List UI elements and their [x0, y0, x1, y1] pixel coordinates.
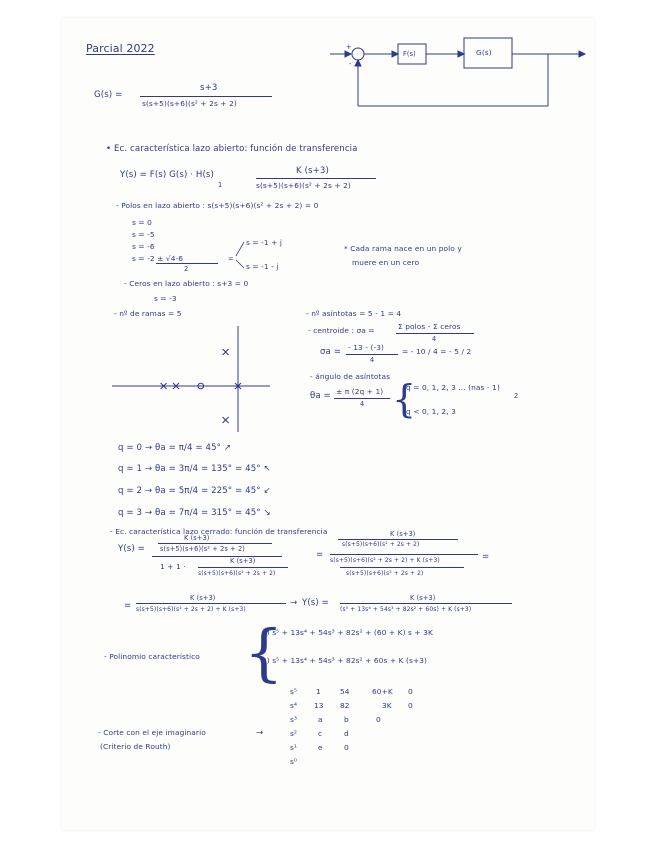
fraction-bar	[340, 603, 512, 604]
angle-q3: q = 3 → θa = 7π/4 = 315° = 45° ↘	[118, 508, 271, 518]
sigma-num: - 13 - (-3)	[348, 343, 385, 352]
closed-loop-heading: - Ec. característica lazo cerrado: función de transferencia	[110, 527, 328, 536]
fraction-bar	[152, 556, 282, 557]
routh-cell: 54	[340, 687, 350, 696]
angle-q1: q = 1 → θa = 3π/4 = 135° = 45° ↖	[118, 464, 271, 474]
open-loop-heading: • Ec. característica lazo abierto: función de transferencia	[106, 144, 358, 154]
angle-case-1: q = 0, 1, 2, 3 ... (nas - 1)	[406, 383, 500, 392]
cases-brace: {	[392, 377, 417, 421]
routh-cell: e	[318, 743, 323, 752]
page-title: Parcial 2022	[86, 42, 155, 55]
cl-d-num: K (s+3)	[230, 557, 256, 565]
plant-num: s+3	[200, 83, 218, 93]
fraction-bar	[158, 543, 272, 544]
plant-den: s(s+5)(s+6)(s² + 2s + 2)	[142, 99, 237, 108]
polynomial-2: 2) s⁵ + 13s⁴ + 54s³ + 82s² + 60s + K (s+3)	[262, 656, 428, 665]
fraction-bar	[198, 567, 288, 568]
cl-n1: K (s+3)	[184, 534, 210, 542]
centroid-num: Σ polos - Σ ceros	[398, 322, 461, 331]
fraction-bar	[334, 398, 390, 399]
sigma-den: 4	[370, 356, 375, 364]
cl-d-den: s(s+5)(s+6)(s² + 2s + 2)	[198, 570, 276, 577]
angle-label: - ángulo de asíntotas	[310, 372, 391, 381]
routh-label-2: (Criterio de Routh)	[100, 742, 171, 751]
poles-heading: - Polos en lazo abierto : s(s+5)(s+6)(s² + 2s + 2) = 0	[116, 201, 319, 210]
complex-pole-mark	[223, 349, 229, 355]
pole-0: s = 0	[132, 218, 152, 227]
complex-root-1: s = -1 + j	[246, 238, 283, 247]
line2-arrow: →	[290, 598, 298, 608]
block-f-label: F(s)	[403, 50, 416, 58]
line2-eq: =	[124, 601, 132, 611]
fraction-bar	[136, 603, 286, 604]
angle-case-2: q < 0, 1, 2, 3	[406, 407, 456, 416]
routh-cell: 3K	[382, 701, 392, 710]
y-lhs: Y(s) =	[302, 598, 329, 608]
routh-label-1: - Corte con el eje imaginario	[98, 728, 206, 737]
minus-sign: -	[349, 60, 352, 68]
angle-num: ± π (2q + 1)	[336, 387, 384, 396]
cl-d-prefix: 1 + 1 ·	[160, 562, 186, 571]
polynomial-label: - Polinomio característico	[104, 652, 200, 661]
routh-cell: c	[318, 729, 323, 738]
cl-eq: =	[316, 550, 324, 560]
routh-cell: s²	[290, 729, 298, 738]
note-line-2: muere en un cero	[352, 258, 420, 267]
routh-cell: 0	[408, 687, 413, 696]
zero-value: s = -3	[154, 294, 177, 303]
routh-cell: s¹	[290, 743, 298, 752]
plant-lhs: G(s) =	[94, 90, 123, 100]
open-loop-num: K (s+3)	[296, 166, 329, 176]
fraction-bar	[330, 554, 478, 555]
open-loop-den: s(s+5)(s+6)(s² + 2s + 2)	[256, 181, 351, 190]
cl-eq2: =	[482, 552, 490, 562]
routh-cell: 13	[314, 701, 324, 710]
quad-eq: =	[228, 255, 234, 263]
cl-r-num-den: s(s+5)(s+6)(s² + 2s + 2)	[342, 541, 420, 548]
routh-arrow: →	[256, 728, 264, 738]
complex-pole-mark	[223, 417, 229, 423]
y-den: (s⁵ + 13s⁴ + 54s³ + 82s² + 60s) + K (s+3)	[340, 606, 472, 613]
routh-cell: a	[318, 715, 323, 724]
note-line-1: * Cada rama nace en un polo y	[344, 244, 462, 253]
polynomial-1: 1) s⁵ + 13s⁴ + 54s³ + 82s² + (60 + K) s + 3K	[262, 628, 433, 637]
centroid-den: 4	[432, 335, 437, 343]
angle-q0: q = 0 → θa = π/4 = 45° ↗	[118, 443, 232, 453]
angle-case-1b: 2	[514, 392, 519, 400]
fraction-bar	[346, 354, 398, 355]
block-g-label: G(s)	[476, 48, 492, 57]
pole-2: s = -6	[132, 242, 155, 251]
routh-cell: s⁴	[290, 701, 298, 710]
routh-cell: 1	[316, 687, 321, 696]
sigma-rest: = - 10 / 4 = - 5 / 2	[402, 347, 472, 356]
angle-lhs: θa =	[310, 391, 331, 401]
cl-r-den-den: s(s+5)(s+6)(s² + 2s + 2)	[346, 570, 424, 577]
line2-num: K (s+3)	[190, 594, 216, 602]
angle-q2: q = 2 → θa = 5π/4 = 225° = 45° ↙	[118, 486, 271, 496]
open-loop-under: 1	[218, 181, 223, 189]
centroid-label: - centroide : σa =	[308, 326, 375, 335]
sigma-lhs: σa =	[320, 347, 342, 357]
fraction-bar	[338, 539, 458, 540]
routh-cell: s⁰	[290, 757, 298, 766]
branches-count: - nº de ramas = 5	[114, 309, 182, 318]
routh-cell: 0	[376, 715, 381, 724]
cl-r-den: s(s+5)(s+6)(s² + 2s + 2) + K (s+3)	[330, 557, 440, 564]
line2-den: s(s+5)(s+6)(s² + 2s + 2) + K (s+3)	[136, 606, 246, 613]
fraction-bar	[396, 333, 474, 334]
closed-loop-lhs: Y(s) =	[118, 544, 145, 554]
plus-sign: +	[346, 43, 352, 51]
complex-root-2: s = -1 - j	[246, 262, 279, 271]
cl-r-num: K (s+3)	[390, 530, 416, 538]
polynomial-brace: {	[244, 616, 284, 689]
asymptote-count: - nº asíntotas = 5 - 1 = 4	[306, 309, 402, 318]
routh-cell: 82	[340, 701, 350, 710]
pole-1: s = -5	[132, 230, 155, 239]
routh-cell: b	[344, 715, 349, 724]
quad-lhs: s = -2 ± √4-6	[132, 254, 184, 263]
routh-cell: s³	[290, 715, 298, 724]
routh-cell: 0	[408, 701, 413, 710]
routh-cell: s⁵	[290, 687, 298, 696]
y-num: K (s+3)	[410, 594, 436, 602]
fraction-bar	[340, 567, 464, 568]
angle-den: 4	[360, 400, 365, 408]
routh-cell: 0	[344, 743, 349, 752]
zeros-heading: - Ceros en lazo abierto : s+3 = 0	[124, 279, 249, 288]
routh-cell: 60+K	[372, 687, 393, 696]
cl-n2: s(s+5)(s+6)(s² + 2s + 2)	[160, 545, 245, 553]
quad-den: 2	[184, 265, 189, 273]
open-loop-lhs: Y(s) = F(s) G(s) · H(s)	[120, 170, 214, 180]
routh-cell: d	[344, 729, 349, 738]
